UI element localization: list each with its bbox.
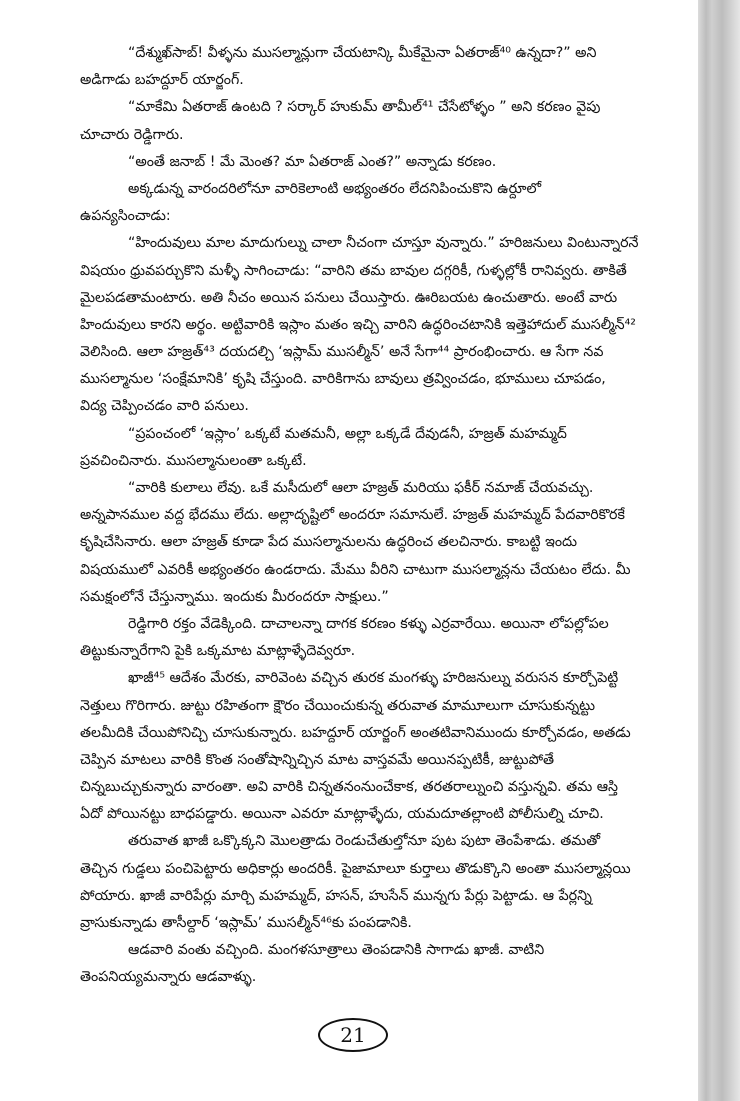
text-line: విషయములో ఎవరికీ అభ్యంతరం ఉండరాదు. మేము వీరిని చాటుగా ముసల్మాన్లను చేయటం లేదు. మీ [80,561,631,578]
text-line: వెలిసింది. ఆలా హజ్రత్⁴³ దయదల్చి ‘ఇస్లామ్ ముసల్మీన్’ అనే సేగా⁴⁴ ప్రారంభించారు. ఆ సేగా నవ [80,344,604,361]
text-line: “దేశ్ముఖ్‌సాబ్! వీళ్ళను ముసల్మాన్లుగా చేయటాన్కి మీకేమైనా ఏతరాజ్⁴⁰ ఉన్నదా?” అని [128,45,597,61]
text-line: తెంపనియ్యమన్నారు ఆడవాళ్ళు. [80,969,257,986]
text-line: విద్య చెప్పించడం వారి పనులు. [80,398,249,415]
text-line: నెత్తులు గొరిగారు. జుట్టు రహితంగా క్షౌరం చేయించుకున్న తరువాత మామూలుగా చూసుకున్నట్టు [80,697,596,714]
text-line: అక్కడున్న వారందరిలోనూ వారికెలాంటి అభ్యంతరం లేదనిపించుకొని ఉర్దూలో [128,180,542,197]
text-line: ప్రవచించినారు. ముసల్మానులంతా ఒక్కటే. [80,452,307,469]
text-line: “మాకేమి ఏతరాజ్ ఉంటది ? సర్కార్ హుకుమ్ తామీల్⁴¹ చేసేటోళ్ళం ” అని కరణం వైపు [128,99,601,116]
page-number: 21 [340,1023,366,1047]
text-line: వ్రాసుకున్నాడు తాసీల్దార్ ‘ఇస్లామ్’ ముసల్మీన్⁴⁶కు పంపడానికి. [80,915,412,931]
text-line: విషయం ధ్రువపర్చుకొని మళ్ళీ సాగించాడు: “వారిని తమ బావుల దగ్గరికీ, గుళ్ళల్లోకీ రానివ్వరు. తాకితే [80,262,627,279]
text-line: ఖాజీ⁴⁵ ఆదేశం మేరకు, వారివెంట వచ్చిన తురక మంగళ్ళు హరిజనుల్ను వరుసన కూర్చోపెట్టి [128,670,619,687]
text-line: “హిందువులు మాల మాదుగుల్ను చాలా నీచంగా చూస్తూ వున్నారు.” హరిజనులు వింటున్నారనే [128,235,639,252]
text-line: రెడ్డిగారి రక్తం వేడెక్కింది. దాచాలన్నా దాగక కరణం కళ్ళు ఎర్రవారేయి. అయినా లోపల్లోపల [128,615,609,632]
text-line: తిట్టుకున్నారేగాని పైకి ఒక్కమాట మాట్లాళ్ళేదెవ్వరూ. [80,643,356,660]
text-line: ఆడవారి వంతు వచ్చింది. మంగళసూత్రాలు తెంపడానికి సాగాడు ఖాజీ. వాటిని [128,942,545,959]
text-line: చిన్నబుచ్చుకున్నారు వారంతా. అవి వారికి చిన్నతనంనుంచేకాక, తరతరాల్నుంచి వస్తున్నవి. తమ ఆస్తి [80,779,619,796]
text-line: ఉపన్యసించాడు: [80,208,171,225]
text-line: చెప్పిన మాటలు వారికి కొంత సంతోషాన్నిచ్చిన మాట వాస్తవమే అయినప్పటికీ, జుట్టుపోతే [80,751,555,768]
text-line: తలమీదికి చేయిపోనిచ్చి చూసుకున్నారు. బహద్దూర్ యార్జంగ్ అంతటివానిముందు కూర్చోవడం, అతడు [80,724,631,741]
body-text [80,40,678,992]
text-line: అన్నపానముల వద్ద భేదము లేదు. అల్లాదృష్టిలో అందరూ సమానులే. హజ్రత్ మహమ్మద్ పేదవారికొరకే [80,507,625,524]
text-line: అడిగాడు బహద్దూర్ యార్జంగ్. [80,72,244,89]
text-line: “ప్రపంచంలో ‘ఇస్లాం’ ఒక్కటే మతమనీ, అల్లా ఒక్కడే దేవుడనీ, హజ్రత్ మహమ్మద్ [128,425,567,442]
text-line: “వారికి కులాలు లేవు. ఒకే మసీదులో ఆలా హజ్రత్ మరియు ఫకీర్ నమాజ్ చేయవచ్చు. [128,480,594,496]
text-line: సమక్షంలోనే చేస్తున్నాము. ఇందుకు మీరందరూ సాక్షులు.” [80,588,389,605]
text-line: పోయారు. ఖాజీ వారిపేర్లు మార్చి మహమ్మద్, హసన్, హుసేన్ మున్నగు పేర్లు పెట్టాడు. ఆ పేర్లన్ని [80,887,592,904]
text-line: మైలపడతామంటారు. అతి నీచం అయిన పనులు చేయిస్తారు. ఊరిబయట ఉంచుతారు. అంటే వారు [80,289,618,306]
text-line: తరువాత ఖాజీ ఒక్కొక్కని మొలత్రాడు రెండుచేతుల్తోనూ పుట పుటా తెంపేశాడు. తమతో [128,833,601,850]
text-line: కృషిచేసినారు. ఆలా హజ్రత్ కూడా పేద ముసల్మానులను ఉద్ధరించ తలచినారు. కాబట్టి ఇందు [80,534,577,551]
text-line: తెచ్చిన గుడ్డలు పంచిపెట్టారు అధికార్లు అందరికీ. పైజామాలూ కుర్తాలు తొడుక్కొని అంతా ముసల్మాన్లయి [80,860,631,877]
page-edge-strip [698,0,740,1101]
page-number-badge [318,1018,388,1052]
text-line: హిందువులు కారని అర్థం. అట్టివారికి ఇస్లాం మతం ఇచ్చి వారిని ఉద్ధరించటానికి ఇత్తెహాదుల్ ముసల్మీన్⁴² [80,316,636,333]
text-line: చూచారు రెడ్డిగారు. [80,126,184,143]
text-line: “అంతే జనాబ్ ! మే మెంత? మా ఏతరాజ్ ఎంత?” అన్నాడు కరణం. [128,153,497,170]
text-line: ముసల్మానుల ‘సంక్షేమానికి’ కృషి చేస్తుంది. వారికిగాను బావులు త్రవ్వించడం, భూములు చూపడం, [80,371,606,388]
text-line: ఏదో పోయినట్టు బాధపడ్డారు. అయినా ఎవరూ మాట్లాళ్ళేదు, యమదూతల్లాంటి పోలీసుల్ని చూచి. [80,806,604,823]
